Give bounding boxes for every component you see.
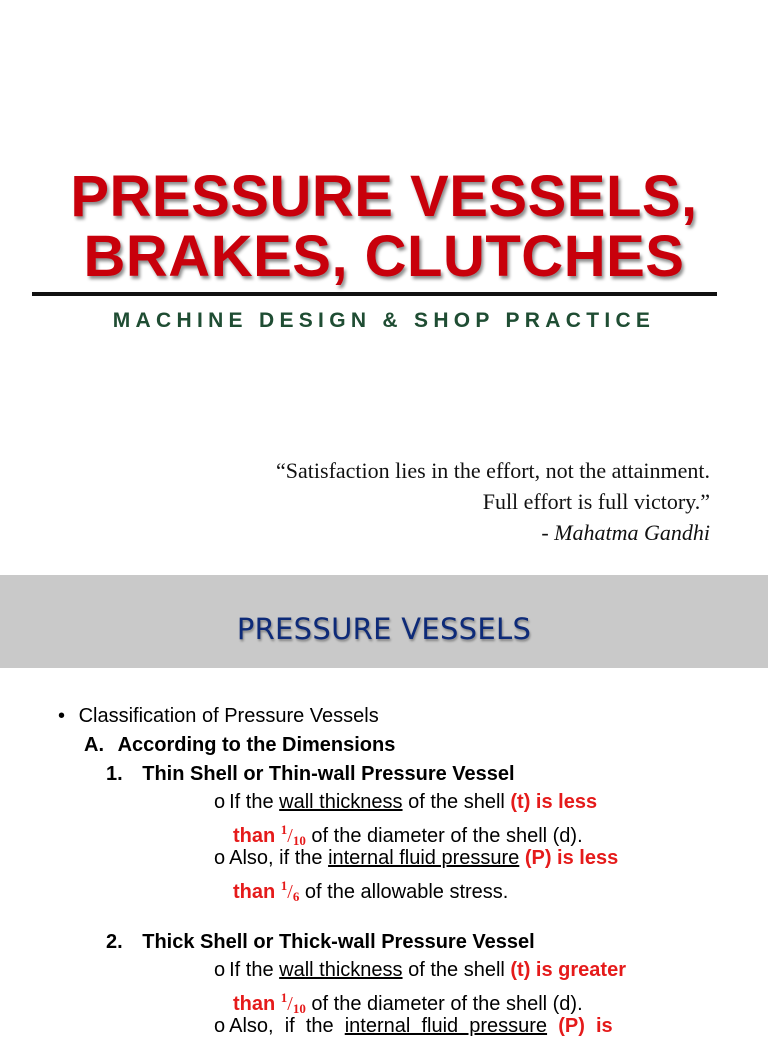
text-fragment: If the — [229, 959, 280, 981]
text-fragment: of the shell — [402, 959, 511, 981]
highlight-text: than — [233, 825, 281, 847]
quote-block — [276, 455, 710, 548]
classification-text: Classification of Pressure Vessels — [78, 705, 379, 727]
fraction-denominator: 10 — [292, 833, 306, 848]
quote-line-1: “Satisfaction lies in the effort, not the attainment. — [276, 458, 710, 483]
item-1 — [106, 762, 515, 786]
fraction-slash: / — [287, 993, 293, 1015]
text-fragment: of the allowable stress. — [299, 881, 509, 903]
title-line-2: BRAKES, CLUTCHES — [83, 224, 685, 289]
fraction-slash: / — [287, 825, 293, 847]
section-title: PRESSURE VESSELS — [236, 612, 532, 646]
text-fragment: If the — [229, 791, 280, 813]
heading-a — [84, 733, 395, 757]
underlined-term: wall thickness — [279, 791, 403, 813]
text-fragment: of the shell — [402, 791, 511, 813]
sub-item-4-line-1 — [214, 1014, 613, 1038]
underlined-term: internal fluid pressure — [328, 847, 520, 869]
title-line-1: PRESSURE VESSELS, — [70, 164, 698, 229]
bullet-marker: • — [58, 705, 66, 727]
highlight-text: than — [233, 993, 281, 1015]
fraction — [280, 990, 306, 1016]
text-fragment — [547, 1015, 558, 1037]
fraction-denominator: 6 — [292, 889, 300, 904]
sub-marker: o — [214, 959, 226, 981]
sub-item-3-line-1 — [214, 958, 626, 982]
underlined-term: internal fluid pressure — [344, 1015, 548, 1037]
sub-item-1-line-1 — [214, 790, 597, 814]
item-2-num: 2. — [106, 931, 123, 953]
fraction-denominator: 10 — [292, 1001, 306, 1016]
underlined-term: wall thickness — [279, 959, 403, 981]
title-divider — [32, 292, 717, 296]
item-1-text: Thin Shell or Thin-wall Pressure Vessel — [142, 763, 515, 785]
quote-line-2: Full effort is full victory.” — [482, 489, 710, 514]
item-2 — [106, 930, 535, 954]
highlight-text: than — [233, 881, 281, 903]
heading-a-label: A. — [84, 734, 104, 756]
text-fragment: of the diameter of the shell (d). — [305, 825, 583, 847]
text-fragment: of the diameter of the shell (d). — [305, 993, 583, 1015]
heading-a-text: According to the Dimensions — [117, 734, 396, 756]
text-fragment: Also, if the — [229, 847, 329, 869]
sub-marker: o — [214, 1015, 226, 1037]
fraction — [280, 878, 300, 904]
item-2-text: Thick Shell or Thick-wall Pressure Vessel — [142, 931, 535, 953]
item-1-num: 1. — [106, 763, 123, 785]
sub-marker: o — [214, 847, 226, 869]
highlight-text: (t) is greater — [510, 959, 626, 981]
text-fragment: Also, if the — [229, 1015, 345, 1037]
sub-item-2-line-2 — [233, 874, 508, 909]
fraction-numerator: 1 — [280, 990, 288, 1005]
subtitle: MACHINE DESIGN & SHOP PRACTICE — [112, 309, 656, 332]
fraction-slash: / — [287, 881, 293, 903]
sub-marker: o — [214, 791, 226, 813]
bullet-item — [58, 704, 379, 728]
fraction-numerator: 1 — [280, 822, 288, 837]
fraction — [280, 822, 306, 848]
highlight-text: (P) is — [558, 1015, 613, 1037]
highlight-text: (t) is less — [510, 791, 598, 813]
highlight-text: (P) is less — [524, 847, 619, 869]
quote-author: - Mahatma Gandhi — [541, 520, 710, 545]
fraction-numerator: 1 — [280, 878, 288, 893]
sub-item-2-line-1 — [214, 846, 618, 870]
